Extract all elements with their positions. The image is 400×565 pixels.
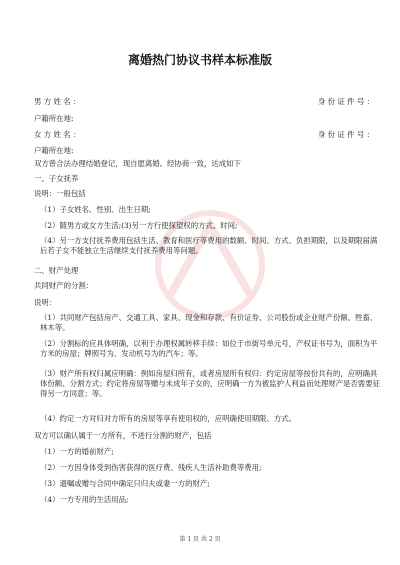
section-1-item-2: （2）随男方或女方生活;(3)另一方行使探望权的方式、时间;	[40, 221, 238, 230]
male-domicile-label: 户籍所在地:	[34, 114, 74, 123]
intro-paragraph: 双方曾合法办理结婚登记，现自愿离婚。经协商一致，达成如下	[34, 159, 241, 168]
section-1-item-4: （4）另一方支付抚养费用包括生活、教育和医疗等费用的数额、时间、方式、负担期限，以及期限届满后若子女不能独立生活继续支付抚养费用等问题。	[40, 236, 378, 255]
personal-property-intro: 双方可以确认属于一方所有，不进行分割的财产，包括	[34, 431, 212, 440]
female-id-label: 身 份 证 件 号 ：	[317, 130, 374, 139]
personal-property-item-4: （4）一方专用的生活用品;	[40, 495, 129, 504]
section-1-note: 说明：一般包括	[34, 189, 86, 198]
section-2-item-1: （1）共同财产包括房产、交通工具、家具、现金和存款、有价证券、公司股份或企业财产份额、牲畜、林木等。	[40, 313, 378, 332]
personal-property-item-3: （3）遗嘱或赠与合同中确定只归夫或妻一方的财产;	[40, 479, 210, 488]
male-id-label: 身 份 证 件 号 ：	[317, 97, 374, 106]
section-2-subheading: 共同财产的分割：	[34, 281, 94, 290]
section-2-note: 说明：	[34, 298, 57, 307]
male-name-label: 男 方 姓 名 ：	[34, 97, 81, 106]
male-info-row	[34, 97, 374, 107]
section-1-heading: 一、子女抚养	[34, 174, 79, 183]
female-domicile-label: 户籍所在地:	[34, 146, 74, 155]
section-2-item-4: （4）约定一方对归对方所有的房屋等享有使用权的，应明确使用期限、方式。	[40, 414, 296, 423]
document-title: 离婚热门协议书样本标准版	[127, 53, 272, 67]
section-1-item-1: （1）子女姓名、性别、出生日期;	[40, 205, 151, 214]
personal-property-item-2: （2）一方因身体受到伤害获得的医疗费、残疾人生活补助费等费用;	[40, 463, 262, 472]
female-info-row	[34, 130, 374, 140]
section-2-heading: 二、财产处理	[34, 266, 79, 275]
section-2-item-2: （2）分割标的应具体明确，以利于办理权属转移手续：如位于市街号单元号，产权证书号为，面积为平方米的房屋；牌照号为、发动机号为的汽车；等。	[40, 339, 378, 358]
personal-property-item-1: （1）一方的婚前财产;	[40, 447, 114, 456]
section-2-item-3: （3）财产所有权归属应明确：例如房屋归所有，或者房屋所有权归：约定房屋等按份共有的，应明确具体份额、分割方式；约定将房屋等赠与未成年子女的，应明确一方为被监护人利益而处理财产是否需要征得另一方同意；等。	[40, 369, 380, 398]
female-name-label: 女 方 姓 名 ：	[34, 130, 81, 139]
page-footer: 第 1 页 共 2 页	[179, 536, 221, 543]
